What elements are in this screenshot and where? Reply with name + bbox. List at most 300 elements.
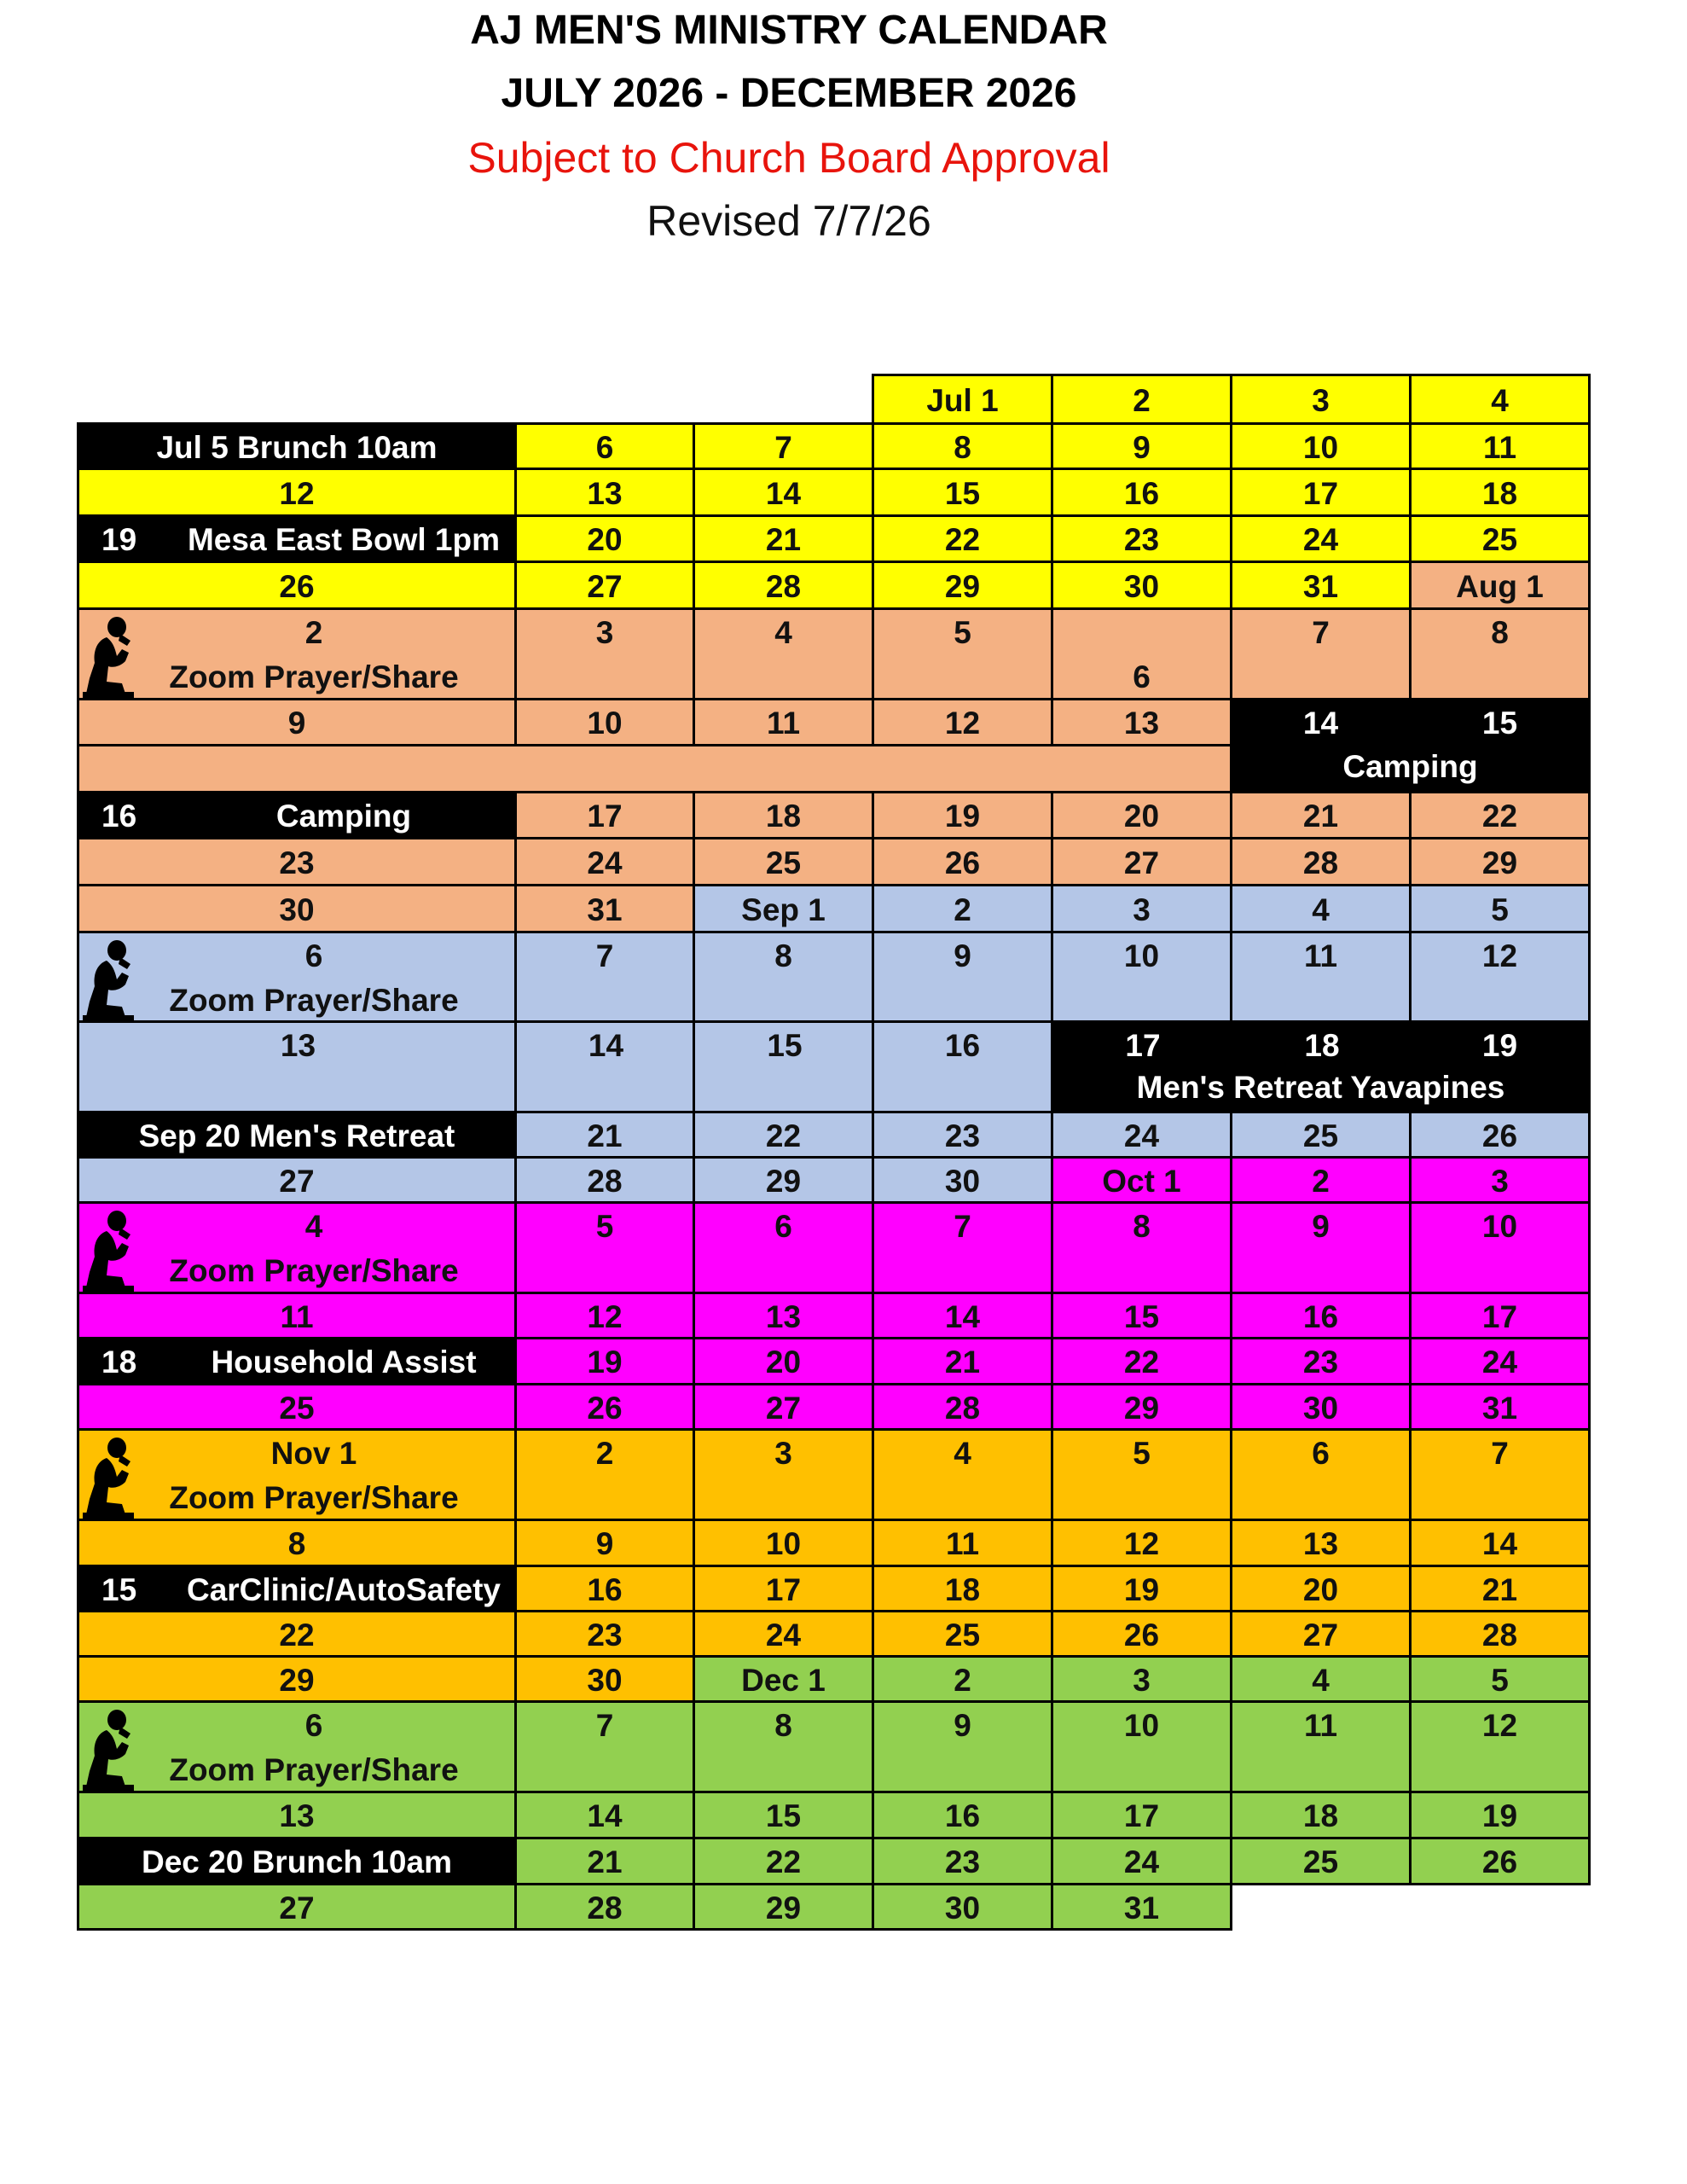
day-cell [1230, 1156, 1412, 1204]
day-number: 28 [1481, 1617, 1518, 1653]
day-cell [1230, 791, 1412, 839]
zoom-prayer-label: Zoom Prayer/Share [169, 1253, 459, 1288]
day-number: 13 [1123, 706, 1160, 741]
camping-label: Camping [1342, 749, 1478, 784]
day-number: 25 [944, 1617, 981, 1653]
day-cell [1051, 514, 1232, 563]
day-number: 8 [287, 1526, 306, 1561]
day-number: 16 [1123, 475, 1160, 511]
day-cell [872, 607, 1053, 700]
day-number: 14 [588, 1028, 624, 1063]
day-cell [1409, 1791, 1591, 1839]
day-cell [77, 1791, 517, 1839]
day-cell [1051, 1156, 1232, 1204]
day-number: 17 [1123, 1798, 1160, 1833]
event-label: Dec 20 Brunch 10am [141, 1844, 452, 1879]
day-number: 26 [1123, 1617, 1160, 1653]
day-number: 24 [1123, 1844, 1160, 1879]
day-number: 4 [954, 1436, 971, 1471]
event-cell [77, 1111, 517, 1159]
day-number: 21 [944, 1345, 981, 1380]
day-number: 5 [1491, 1662, 1509, 1698]
day-cell [1230, 374, 1412, 425]
day-cell [77, 1428, 517, 1521]
event-label: 15 [1481, 706, 1518, 741]
day-number: 13 [280, 1028, 316, 1063]
day-cell [693, 561, 874, 610]
day-cell [1051, 791, 1232, 839]
day-number: 8 [954, 429, 971, 465]
day-number: 11 [1303, 938, 1338, 973]
day-number: 6 [774, 1209, 792, 1244]
day-number: 22 [765, 1844, 802, 1879]
day-number: 21 [1481, 1571, 1518, 1607]
day-cell [872, 561, 1053, 610]
day-cell [1409, 1337, 1591, 1385]
day-number: 4 [1491, 382, 1509, 418]
day-number: 25 [1481, 522, 1518, 557]
day-number: 5 [954, 615, 971, 650]
day-cell [1051, 1791, 1232, 1839]
event-cell [77, 791, 517, 839]
day-number: 19 [587, 1345, 623, 1380]
day-cell [1230, 1655, 1412, 1703]
day-number: 21 [765, 522, 802, 557]
event-cell [77, 514, 517, 563]
day-number: 6 [1133, 659, 1151, 694]
day-number: 23 [1302, 1345, 1339, 1380]
event-day-number: 15 [101, 1571, 137, 1607]
day-cell [693, 1201, 874, 1294]
day-cell [77, 607, 517, 700]
day-number: 11 [280, 1298, 314, 1334]
day-cell [1230, 837, 1412, 886]
day-number: 3 [595, 615, 614, 650]
day-cell [1051, 1837, 1232, 1885]
retreat-label: Men's Retreat Yavapines [1136, 1070, 1505, 1105]
day-number: 27 [279, 1163, 315, 1199]
day-cell [514, 1337, 695, 1385]
day-cell [1051, 1610, 1232, 1658]
day-cell [1409, 1837, 1591, 1885]
event-label: Mesa East Bowl 1pm [187, 522, 500, 557]
day-number: 16 [944, 1028, 981, 1063]
day-number: 7 [774, 429, 792, 465]
day-cell [872, 374, 1053, 425]
event-label: 18 [1304, 1028, 1340, 1063]
day-number: 20 [1302, 1571, 1339, 1607]
day-cell [77, 1519, 517, 1567]
day-number: 22 [1123, 1345, 1160, 1380]
day-cell [1409, 374, 1591, 425]
day-number: 15 [1123, 1298, 1160, 1334]
day-cell [514, 1565, 695, 1612]
day-cell [77, 1610, 517, 1658]
day-number: Sep 1 [741, 892, 826, 927]
day-cell [693, 791, 874, 839]
day-number: 3 [774, 1436, 792, 1471]
day-cell [693, 837, 874, 886]
day-number: 5 [595, 1209, 614, 1244]
day-number: 14 [765, 475, 802, 511]
event-cell [77, 1837, 517, 1885]
day-number: 4 [1312, 892, 1330, 927]
day-number: 9 [1133, 429, 1151, 465]
day-cell [1051, 1428, 1232, 1521]
day-number: 18 [765, 799, 802, 834]
day-cell [77, 1655, 517, 1703]
event-label: Sep 20 Men's Retreat [138, 1118, 455, 1153]
day-number: 5 [1491, 892, 1509, 927]
day-cell [1409, 931, 1591, 1023]
day-number: 26 [1481, 1844, 1518, 1879]
day-number: 25 [1302, 1844, 1339, 1879]
day-number: 23 [279, 845, 315, 880]
day-number: 26 [279, 568, 315, 604]
day-cell [514, 698, 695, 746]
day-cell [1409, 1565, 1591, 1612]
day-number: 8 [1133, 1209, 1151, 1244]
day-cell [872, 1837, 1053, 1885]
day-number: 12 [944, 706, 981, 741]
day-cell [1051, 1201, 1232, 1294]
day-cell [1409, 561, 1591, 610]
day-cell [1409, 1111, 1591, 1159]
day-cell [1409, 607, 1591, 700]
day-number: 21 [587, 1844, 623, 1879]
day-number: Oct 1 [1102, 1163, 1181, 1199]
day-cell [693, 468, 874, 517]
day-cell [77, 468, 517, 517]
day-number: 13 [587, 475, 623, 511]
day-number: 26 [587, 1390, 623, 1426]
day-cell [1230, 1337, 1412, 1385]
calendar-title: AJ MEN'S MINISTRY CALENDAR [470, 8, 1108, 53]
day-number: 6 [1312, 1436, 1330, 1471]
event-label: Household Assist [211, 1345, 477, 1380]
day-number: 17 [1481, 1298, 1518, 1334]
day-cell [1230, 1565, 1412, 1612]
event-cell [77, 1565, 517, 1612]
day-cell [77, 1700, 517, 1793]
day-number: 27 [587, 568, 623, 604]
day-cell [1051, 1565, 1232, 1612]
day-cell [872, 1428, 1053, 1521]
day-cell [693, 1519, 874, 1567]
day-number: 20 [765, 1345, 802, 1380]
day-cell [693, 1655, 874, 1703]
day-cell [1051, 422, 1232, 470]
day-cell [872, 837, 1053, 886]
day-cell [693, 1020, 874, 1113]
day-number: 21 [1302, 799, 1339, 834]
day-number: 9 [954, 938, 971, 973]
event-label: 17 [1125, 1028, 1161, 1063]
day-cell [514, 837, 695, 886]
day-cell [77, 698, 517, 746]
day-number: 4 [304, 1209, 323, 1244]
day-cell [1230, 1111, 1412, 1159]
day-number: 12 [279, 475, 315, 511]
day-number: 22 [765, 1118, 802, 1153]
day-cell [1409, 468, 1591, 517]
day-cell [872, 931, 1053, 1023]
day-number: 2 [1133, 382, 1151, 418]
day-cell [693, 1700, 874, 1793]
day-cell [1051, 1655, 1232, 1703]
day-number: 3 [1491, 1163, 1509, 1199]
day-number: 19 [1123, 1571, 1160, 1607]
day-cell [872, 884, 1053, 933]
revision-note: Revised 7/7/26 [646, 197, 931, 245]
day-number: 6 [595, 429, 614, 465]
day-number: 23 [944, 1844, 981, 1879]
day-cell [514, 1655, 695, 1703]
day-cell [1051, 1111, 1232, 1159]
day-cell [1051, 1700, 1232, 1793]
day-number: 6 [304, 1708, 323, 1743]
day-cell [693, 1337, 874, 1385]
day-number: 25 [765, 845, 802, 880]
day-number: 9 [1312, 1209, 1330, 1244]
day-cell [1409, 1383, 1591, 1431]
day-number: 3 [1133, 892, 1151, 927]
day-number: 10 [1481, 1209, 1518, 1244]
day-cell [514, 931, 695, 1023]
day-number: 11 [1482, 429, 1517, 465]
day-number: 9 [287, 706, 306, 741]
day-cell [1230, 1519, 1412, 1567]
day-cell [514, 1519, 695, 1567]
event-day-number: 18 [101, 1345, 137, 1380]
day-number: 26 [1481, 1118, 1518, 1153]
day-number: 25 [279, 1390, 315, 1426]
event-cell [77, 422, 517, 470]
day-number: 15 [765, 1798, 802, 1833]
day-number: 29 [279, 1662, 315, 1698]
event-label: Camping [275, 799, 412, 834]
day-cell [1230, 422, 1412, 470]
day-number: 2 [304, 615, 323, 650]
day-number: 29 [1123, 1390, 1160, 1426]
day-number: 2 [1312, 1163, 1330, 1199]
day-cell [77, 1292, 517, 1339]
day-cell [1051, 1337, 1232, 1385]
day-cell [514, 1700, 695, 1793]
day-cell [1230, 1428, 1412, 1521]
day-number: 17 [587, 799, 623, 834]
day-cell [1051, 884, 1232, 933]
day-cell [514, 1383, 695, 1431]
day-cell [514, 607, 695, 700]
day-number: 2 [954, 892, 971, 927]
day-cell [693, 1292, 874, 1339]
day-cell [514, 514, 695, 563]
day-cell [514, 1791, 695, 1839]
day-cell [514, 468, 695, 517]
day-number: 15 [767, 1028, 803, 1063]
day-cell [514, 1020, 695, 1113]
day-number: 31 [1123, 1890, 1160, 1926]
day-cell [1051, 1292, 1232, 1339]
day-cell [1409, 837, 1591, 886]
day-number: 31 [587, 892, 623, 927]
day-cell [1230, 1837, 1412, 1885]
day-cell [514, 1156, 695, 1204]
event-cell [77, 1337, 517, 1385]
day-number: 29 [944, 568, 981, 604]
day-cell [1409, 1610, 1591, 1658]
day-number: 22 [279, 1617, 315, 1653]
day-number: 22 [944, 522, 981, 557]
day-cell [872, 1565, 1053, 1612]
day-cell [1230, 1292, 1412, 1339]
day-cell [77, 1883, 517, 1931]
day-number: 2 [595, 1436, 614, 1471]
day-cell [872, 1020, 1053, 1113]
day-cell [1230, 884, 1412, 933]
zoom-prayer-label: Zoom Prayer/Share [169, 1480, 459, 1515]
day-cell [1051, 1883, 1232, 1931]
day-cell [77, 837, 517, 886]
day-cell [693, 422, 874, 470]
day-number: 16 [1302, 1298, 1339, 1334]
day-cell [1051, 607, 1232, 700]
day-cell [514, 1111, 695, 1159]
day-cell [1051, 698, 1232, 746]
day-number: 11 [1303, 1708, 1338, 1743]
day-number: 12 [1481, 938, 1518, 973]
day-number: Dec 1 [741, 1662, 826, 1698]
day-cell [514, 1883, 695, 1931]
day-number: 14 [944, 1298, 981, 1334]
day-cell [514, 422, 695, 470]
day-number: 20 [587, 522, 623, 557]
day-cell [1051, 374, 1232, 425]
day-cell [872, 1111, 1053, 1159]
day-number: 10 [1123, 1708, 1160, 1743]
day-number: Aug 1 [1456, 568, 1544, 604]
day-number: 29 [765, 1163, 802, 1199]
day-number: 16 [944, 1798, 981, 1833]
day-number: 11 [945, 1526, 980, 1561]
day-number: 14 [587, 1798, 623, 1833]
day-cell [514, 884, 695, 933]
day-cell [1051, 1383, 1232, 1431]
day-number: 24 [765, 1617, 802, 1653]
day-number: 4 [774, 615, 792, 650]
day-cell [872, 791, 1053, 839]
day-cell [693, 1883, 874, 1931]
day-number: 8 [774, 1708, 792, 1743]
day-number: 28 [944, 1390, 981, 1426]
event-day-number: 16 [101, 799, 137, 834]
day-number: 27 [1123, 845, 1160, 880]
day-number: 10 [587, 706, 623, 741]
day-cell [872, 1292, 1053, 1339]
day-number: 31 [1302, 568, 1339, 604]
day-number: 7 [595, 1708, 614, 1743]
day-cell [514, 561, 695, 610]
day-cell [872, 1156, 1053, 1204]
day-cell [693, 607, 874, 700]
day-cell [1230, 931, 1412, 1023]
day-number: 3 [1133, 1662, 1151, 1698]
day-number: 4 [1312, 1662, 1330, 1698]
day-cell [1409, 1519, 1591, 1567]
day-cell [77, 561, 517, 610]
approval-note: Subject to Church Board Approval [467, 134, 1110, 182]
day-number: 7 [1312, 615, 1330, 650]
day-cell [872, 1519, 1053, 1567]
day-number: 29 [1481, 845, 1518, 880]
day-cell [1051, 561, 1232, 610]
zoom-prayer-label: Zoom Prayer/Share [169, 659, 459, 694]
day-cell [693, 514, 874, 563]
day-number: 19 [1481, 1798, 1518, 1833]
day-cell [1409, 1156, 1591, 1204]
day-number: 26 [944, 845, 981, 880]
event-label: CarClinic/AutoSafety [186, 1571, 501, 1607]
day-cell [77, 1020, 517, 1113]
day-cell [872, 1610, 1053, 1658]
day-cell [872, 1791, 1053, 1839]
day-cell [514, 1428, 695, 1521]
event-label: Jul 5 Brunch 10am [156, 429, 438, 465]
day-cell [693, 1791, 874, 1839]
day-number: 8 [1491, 615, 1509, 650]
day-cell [1230, 607, 1412, 700]
day-cell [693, 1565, 874, 1612]
day-cell [872, 698, 1053, 746]
day-cell [77, 1156, 517, 1204]
day-cell [1230, 1383, 1412, 1431]
day-cell [1409, 884, 1591, 933]
day-cell [514, 1201, 695, 1294]
day-number: 24 [587, 845, 623, 880]
zoom-prayer-label: Zoom Prayer/Share [169, 1752, 459, 1787]
day-number: 15 [944, 475, 981, 511]
day-number: 17 [1302, 475, 1339, 511]
day-number: 28 [587, 1890, 623, 1926]
day-number: 30 [944, 1163, 981, 1199]
day-cell [1409, 1428, 1591, 1521]
day-number: 17 [765, 1571, 802, 1607]
zoom-prayer-label: Zoom Prayer/Share [169, 983, 459, 1018]
day-number: 16 [587, 1571, 623, 1607]
day-cell [1230, 1610, 1412, 1658]
day-cell [1409, 1700, 1591, 1793]
day-number: 10 [1302, 429, 1339, 465]
day-number: 7 [595, 938, 614, 973]
day-cell [1409, 791, 1591, 839]
day-number: Jul 1 [926, 382, 999, 418]
day-cell [1230, 1791, 1412, 1839]
day-number: 2 [954, 1662, 971, 1698]
day-number: 12 [587, 1298, 623, 1334]
day-number: 11 [766, 706, 801, 741]
day-number: 12 [1123, 1526, 1160, 1561]
day-cell [693, 931, 874, 1023]
day-cell [693, 884, 874, 933]
day-cell [872, 1383, 1053, 1431]
day-number: 30 [944, 1890, 981, 1926]
day-cell [1051, 837, 1232, 886]
day-cell [1409, 1201, 1591, 1294]
day-cell [872, 1700, 1053, 1793]
day-number: 18 [944, 1571, 981, 1607]
day-number: 5 [1133, 1436, 1151, 1471]
